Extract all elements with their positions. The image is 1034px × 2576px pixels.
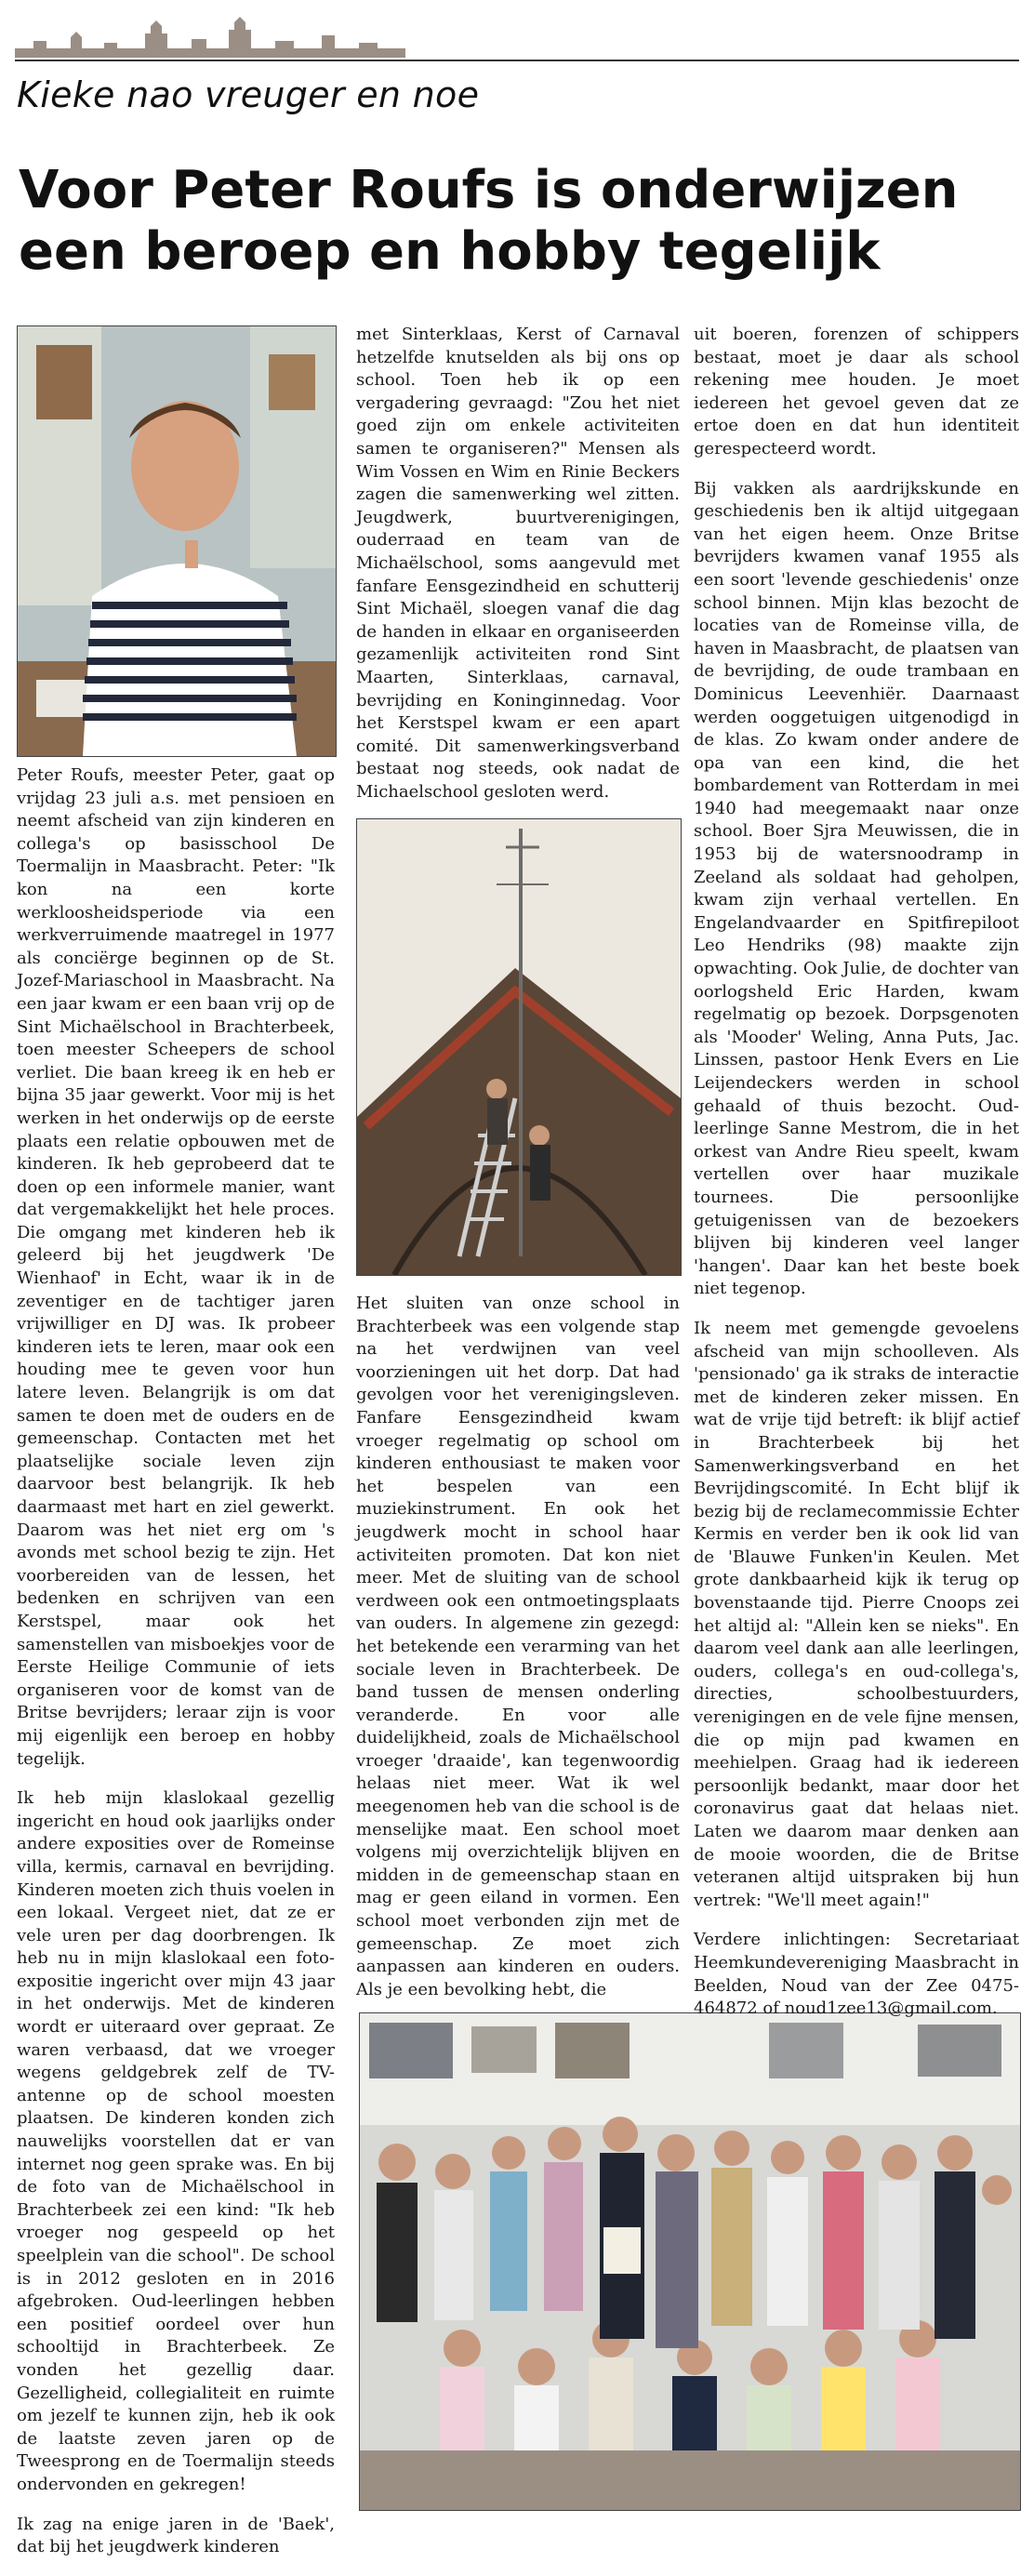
group-photo xyxy=(359,2012,1021,2511)
paragraph: Ik neem met gemengde gevoelens afscheid van mijn schoolleven. Als 'pensionado' ga ik straks de interactie met de kinderen zeker missen. En wat de vrije tijd betreft: ik blijf actief in Brachterbeek bij het Samenwerkingsverband en het Bevrijdingscomité. In Echt blijf ik bezig bij de reclamecommissie Echter Kermis en verder ben ik ook lid van de 'Blauwe Funken'in Keulen. Met grote dankbaarheid kijk ik terug op bovenstaande tijd. Pierre Cnoops zei het altijd al: "Allein ken se nieks". En daarom veel dank aan alle leerlingen, ouders, collega's en oud-collega's, directies, schoolbestuurders, verenigingen en de vele fijne mensen, die op mijn pad kwamen en meehielpen. Graag had ik iedereen persoonlijk bedankt, maar door het coronavirus gaat dat helaas niet. Laten we daarom maar denken aan de mooie woorden, die de Britse veteranen altijd uitspraken bij hun vertrek: "We'll meet again!" xyxy=(694,1318,1019,1910)
article-column-2-top xyxy=(356,324,680,820)
skyline-banner-graphic xyxy=(15,13,405,58)
article-column-3 xyxy=(694,324,1019,2038)
section-kicker: Kieke nao vreuger en noe xyxy=(17,74,480,115)
paragraph: Bij vakken als aardrijkskunde en geschiedenis ben ik altijd uitgegaan van het eigen heem. Onze Britse bevrijders kwamen vanaf 1955 als een soort 'levende geschiedenis' onze school binnen. Mijn klas bezocht de locaties van de Romeinse villa, de haven in Maasbracht, de plaatsen van de bevrijding, de oude trambaan en Dominicus Leevenhiër. Daarnaast werden ooggetuigen uitgenodigd in de klas. Zo kwam onder andere de opa van een kind, die het bombardement van Rotterdam in mei 1940 had meegemaakt naar onze school. Boer Sjra Meuwissen, die in 1953 bij de watersnoodramp in Zeeland als soldaat had geholpen, kwam zijn verhaal vertellen. En Engelandvaarder en Spitfirepiloot Leo Hendriks (98) maakte zijn opwachting. Ook Julie, de dochter van oorlogsheld Eric Harden, kwam regelmatig op bezoek. Dorpsgenoten als 'Mooder' Weling, Anna Puts, Jac. Linssen, pastoor Henk Evers en Lie Leijendeckers werden in school gehaald of thuis bezocht. Oud-leerlinge Sanne Mestrom, die in het orkest van Andre Rieu speelt, kwam vertellen over haar muzikale tournees. Die persoonlijke getuigenissen van de bezoekers blijven bij kinderen veel langer 'hangen'. Daar kan het beste boek niet tegenop. xyxy=(694,478,1019,1299)
paragraph: uit boeren, forenzen of schippers bestaat, moet je daar als school rekening mee houden. Je moet iedereen het gevoel geven dat ze ertoe doen en dat hun identiteit gerespecteerd wordt. xyxy=(694,325,1019,458)
paragraph: Verdere inlichtingen: Secretariaat Heemkundevereniging Maasbracht in Beelden, Noud van der Zee 0475-464872 of noud1zee13@gmail.com. xyxy=(694,1930,1019,2019)
paragraph: met Sinterklaas, Kerst of Carnaval hetzelfde knutselden als bij ons op school. Toen heb ik op een vergadering gevraagd: "Zou het niet goed zijn om enkele activiteiten samen te organiseren?" Mensen als Wim Vossen en Wim en Rinie Beckers zagen die samenwerking wel zitten. Jeugdwerk, buurtverenigingen, ouderraad en team van de Michaëlschool, soms aangevuld met fanfare Eensgezindheid en schutterij Sint Michaël, sloegen vanaf die dag de handen in elkaar en organiseerden gezamenlijk activiteiten rond Sint Maarten, Sinterklaas, carnaval, bevrijding en Koninginnedag. Voor het Kerstspel kwam er een apart comité. Dit samenwerkingsverband bestaat nog steeds, ook nadat de Michaelschool gesloten werd. xyxy=(356,325,680,802)
headline: Voor Peter Roufs is onderwijzen een beroep en hobby tegelijk xyxy=(19,160,959,282)
portrait-photo xyxy=(17,325,337,757)
antenna-photo xyxy=(356,818,682,1276)
paragraph: Ik zag na enige jaren in de 'Baek', dat bij het jeugdwerk kinderen xyxy=(17,2514,335,2557)
article-column-1 xyxy=(17,764,335,2576)
paragraph: Peter Roufs, meester Peter, gaat op vrijdag 23 juli a.s. met pensioen en neemt afscheid van zijn kinderen en collega's op basisschool De Toermalijn in Maasbracht. Peter: "Ik kon na een korte werkloosheidsperiode via een werkverruimende maatregel in 1977 als conciërge beginnen op de St. Jozef-Mariaschool in Maasbracht. Na een jaar kwam er een baan vrij op de Sint Michaëlschool in Brachterbeek, toen meester Scheepers de school verliet. Die baan kreeg ik en heb er bijna 35 jaar gewerkt. Voor mij is het werken in het onderwijs op de eerste plaats een relatie opbouwen met de kinderen. Ik heb geprobeerd dat te doen op een informele manier, want dat vergemakkelijkt het hele proces. Die omgang met kinderen heb ik geleerd bij het jeugdwerk 'De Wienhaof' in Echt, waar ik in de zeventiger en de tachtiger jaren vrijwilliger en DJ was. Ik probeer kinderen iets te leren, maar ook een houding mee te geven voor hun latere leven. Belangrijk is om dat samen te doen met de ouders en de gemeenschap. Contacten met het plaatselijke sociale leven zijn daarvoor best belangrijk. Ik heb daarmaast met hart en ziel gewerkt. Daarom was het niet erg om 's avonds met school bezig te zijn. Het voorbereiden van de lessen, het bedenken en schrijven van een Kerstspel, maar ook het samenstellen van misboekjes voor de Eerste Heilige Communie of iets organiseren voor de komst van de Britse bevrijders; leraar zijn is voor mij eigenlijk een beroep en hobby tegelijk. xyxy=(17,765,335,1769)
article-column-2-bottom xyxy=(356,1293,680,2018)
paragraph: Ik heb mijn klaslokaal gezellig ingericht en houd ook jaarlijks onder andere exposities over de Romeinse villa, kermis, carnaval en bevrijding. Kinderen moeten zich thuis voelen in een lokaal. Vergeet niet, dat ze er vele uren per dag doorbrengen. Ik heb nu in mijn klaslokaal een foto-expositie ingericht over mijn 43 jaar in het onderwijs. Met de kinderen wordt er uiteraard over gepraat. Ze waren verbaasd, dat we vroeger wegens geldgebrek zelf de TV-antenne op de school moesten plaatsen. De kinderen konden zich nauwelijks voorstellen dat er van internet nog geen sprake was. En bij de foto van de Michaëlschool in Brachterbeek zei een kind: "Ik heb vroeger nog gespeeld op het speelplein van die school". De school is in 2012 gesloten en in 2016 afgebroken. Oud-leerlingen hebben een positief oordeel over hun schooltijd in Brachterbeek. Ze vonden het gezellig daar. Gezelligheid, collegialiteit en ruimte om jezelf te kunnen zijn, heb ik ook de laatste zeven jaren op de Tweesprong en de Toermalijn steeds ondervonden en gekregen! xyxy=(17,1788,335,2494)
paragraph: Het sluiten van onze school in Brachterbeek was een volgende stap na het verdwijnen van veel voorzieningen uit het dorp. Dat had gevolgen voor het verenigingsleven. Fanfare Eensgezindheid kwam vroeger regelmatig op school om kinderen enthousiast te maken voor het bespelen van een muziekinstrument. En ook het jeugdwerk mocht in school haar activiteiten promoten. Dat kon niet meer. Met de sluiting van de school verdween ook een ontmoetingsplaats van ouders. In algemene zin gezegd: het betekende een verarming van het sociale leven in Brachterbeek. De band tussen de mensen onderling veranderde. En voor alle duidelijkheid, zoals de Michaëlschool vroeger 'draaide', kan tegenwoordig helaas niet meer. Wat ik wel meegenomen heb van die school is de menselijke maat. Een school moet volgens mij overzichtelijk blijven en midden in de gemeenschap staan en mag er geen eiland in vormen. Een school moet verbonden zijn met de gemeenschap. Ze moet zich aanpassen aan kinderen en ouders. Als je een bevolking hebt, die xyxy=(356,1294,680,1999)
header-rule xyxy=(15,60,1019,61)
